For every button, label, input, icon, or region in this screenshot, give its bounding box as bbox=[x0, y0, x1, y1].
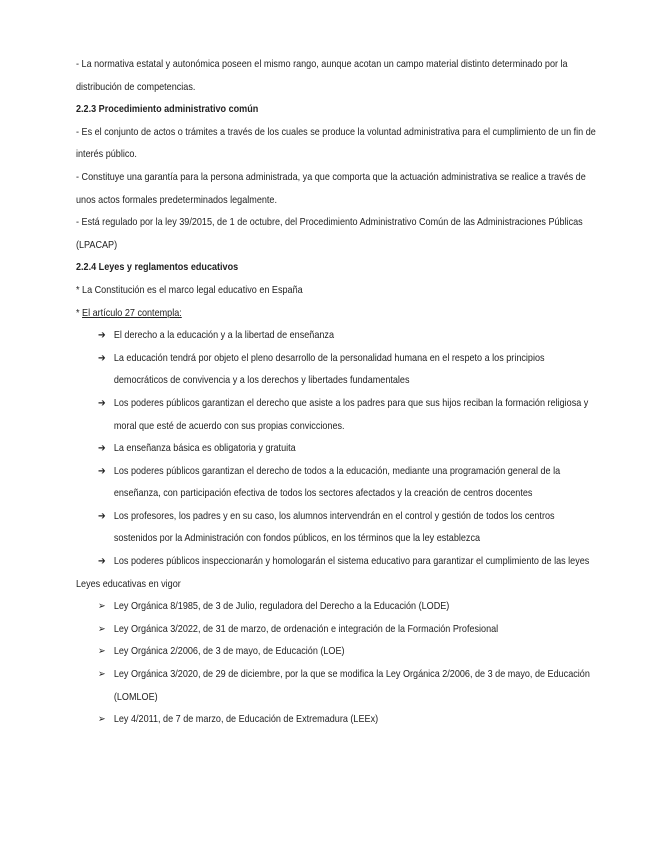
articulo-27-last-item: ➔ Los poderes públicos inspeccionarán y homologarán el sistema educativo para garantizar el cumplimiento de las leyes bbox=[76, 551, 596, 574]
list-item: ➢ Ley 4/2011, de 7 de marzo, de Educación de Extremadura (LEEx) bbox=[76, 709, 596, 732]
list-item: ➢ Ley Orgánica 2/2006, de 3 de mayo, de Educación (LOE) bbox=[76, 641, 596, 664]
paragraph-conjunto-actos: - Es el conjunto de actos o trámites a través de los cuales se produce la voluntad administrativa para el cumplimiento de un fin de interés público. bbox=[76, 126, 596, 161]
arrow-bullet-icon: ➔ bbox=[98, 443, 106, 455]
list-item: ➢ Ley Orgánica 3/2020, de 29 de diciembre, por la que se modifica la Ley Orgánica 2/2006, de 3 de mayo, de Educación (LOMLOE) bbox=[76, 664, 596, 709]
paragraph-ley-39-2015: - Está regulado por la ley 39/2015, de 1 de octubre, del Procedimiento Administrativo Común de las Administraciones Públicas (LPACAP) bbox=[76, 217, 583, 251]
paragraph-articulo-27 bbox=[76, 303, 596, 326]
articulo-27-label: El artículo 27 contempla: bbox=[82, 307, 182, 319]
laws-list bbox=[76, 596, 596, 732]
document-page bbox=[76, 54, 596, 732]
arrow-bullet-icon: ➔ bbox=[98, 510, 106, 522]
section-heading-223: 2.2.3 Procedimiento administrativo común bbox=[76, 104, 259, 116]
triangle-bullet-icon: ➢ bbox=[98, 714, 106, 726]
arrow-bullet-icon: ➔ bbox=[98, 465, 106, 477]
arrow-bullet-icon: ➔ bbox=[98, 330, 106, 342]
list-item: ➔ La educación tendrá por objeto el pleno desarrollo de la personalidad humana en el respeto a los principios democráticos de convivencia y a los derechos y libertades fundamentales bbox=[76, 348, 596, 393]
list-item: ➔ Los poderes públicos garantizan el derecho de todos a la educación, mediante una programación general de la enseñanza, con participación efectiva de todos los sectores afectados y la creación de centros docentes bbox=[76, 461, 596, 506]
paragraph-constitucion: * La Constitución es el marco legal educativo en España bbox=[76, 284, 303, 296]
list-item: ➔ Los profesores, los padres y en su caso, los alumnos intervendrán en el control y gestión de todos los centros sostenidos por la Administración con fondos públicos, en los términos que la ley establezca bbox=[76, 506, 596, 551]
paragraph-garantia: - Constituye una garantía para la persona administrada, ya que comporta que la actuación administrativa se realice a través de unos actos formales predeterminados legalmente. bbox=[76, 171, 586, 206]
paragraph-distribution: - La normativa estatal y autonómica poseen el mismo rango, aunque acotan un campo material distinto determinado por la distribución de competencias. bbox=[76, 59, 568, 93]
triangle-bullet-icon: ➢ bbox=[98, 623, 106, 635]
list-item: ➔ Los poderes públicos garantizan el derecho que asiste a los padres para que sus hijos reciban la formación religiosa y moral que esté de acuerdo con sus propias convicciones. bbox=[76, 393, 596, 438]
triangle-bullet-icon: ➢ bbox=[98, 646, 106, 658]
list-item: ➔ La enseñanza básica es obligatoria y gratuita bbox=[76, 438, 596, 461]
triangle-bullet-icon: ➢ bbox=[98, 601, 106, 613]
list-item: ➢ Ley Orgánica 8/1985, de 3 de Julio, reguladora del Derecho a la Educación (LODE) bbox=[76, 596, 596, 619]
list-item: ➢ Ley Orgánica 3/2022, de 31 de marzo, de ordenación e integración de la Formación Profesional bbox=[76, 619, 596, 642]
asterisk-prefix: * bbox=[76, 307, 83, 319]
triangle-bullet-icon: ➢ bbox=[98, 669, 106, 681]
section-heading-224: 2.2.4 Leyes y reglamentos educativos bbox=[76, 262, 239, 274]
list-item: ➔ El derecho a la educación y a la libertad de enseñanza bbox=[76, 325, 596, 348]
arrow-bullet-icon: ➔ bbox=[98, 397, 106, 409]
articulo-27-list bbox=[76, 325, 596, 551]
arrow-bullet-icon: ➔ bbox=[98, 352, 106, 364]
leyes-label: Leyes educativas en vigor bbox=[76, 578, 181, 590]
arrow-bullet-icon: ➔ bbox=[98, 556, 106, 568]
